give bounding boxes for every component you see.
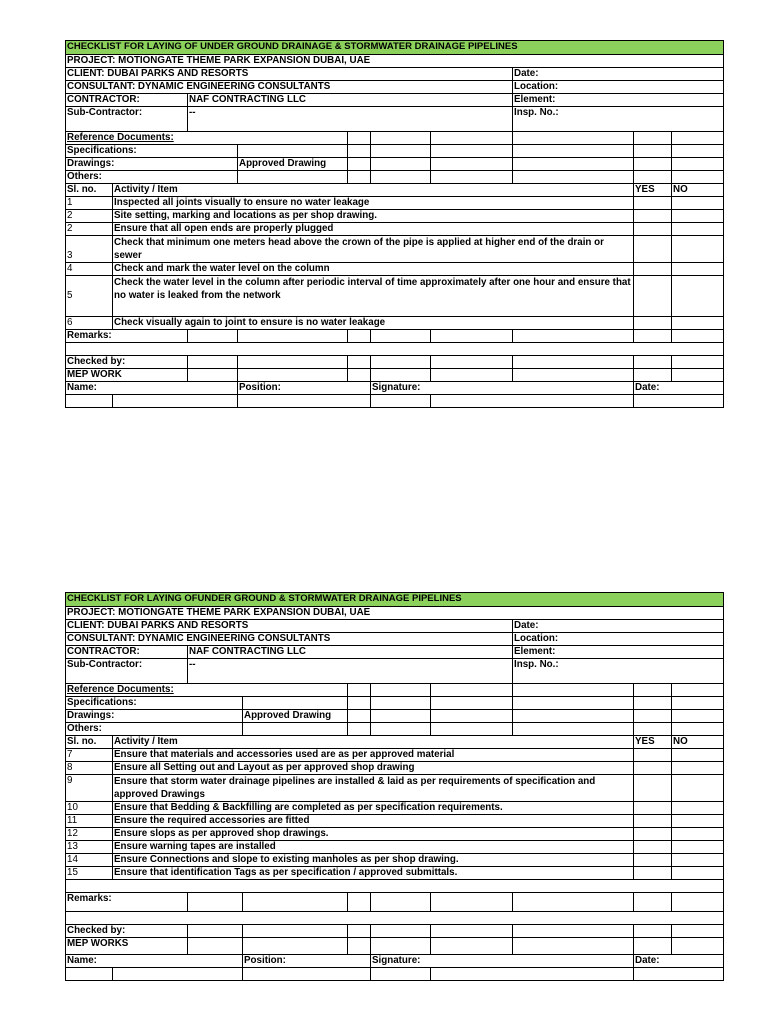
checked-by-label: Checked by: xyxy=(66,356,188,369)
client-label: CLIENT: DUBAI PARKS AND RESORTS xyxy=(66,620,513,633)
name-label: Name: xyxy=(66,955,243,968)
project-label: PROJECT: MOTIONGATE THEME PARK EXPANSION DUBAI, UAE xyxy=(66,607,724,620)
no-cell[interactable] xyxy=(672,867,724,880)
project-label: PROJECT: MOTIONGATE THEME PARK EXPANSION DUBAI, UAE xyxy=(66,55,724,68)
date-label: Date: xyxy=(513,68,724,81)
item-number: 8 xyxy=(66,762,113,775)
specifications-label: Specifications: xyxy=(66,697,243,710)
item-text: Ensure that identification Tags as per specification / approved submittals. xyxy=(113,867,634,880)
element-label: Element: xyxy=(513,94,724,107)
table-row xyxy=(66,236,724,263)
table-row xyxy=(66,210,724,223)
remarks-label: Remarks: xyxy=(66,330,188,343)
table-row xyxy=(66,317,724,330)
location-label: Location: xyxy=(513,81,724,94)
table-row xyxy=(66,197,724,210)
position-field[interactable] xyxy=(238,395,371,408)
col-no: NO xyxy=(672,184,724,197)
item-number: 10 xyxy=(66,802,113,815)
yes-cell[interactable] xyxy=(634,854,672,867)
yes-cell[interactable] xyxy=(634,276,672,317)
item-number: 13 xyxy=(66,841,113,854)
element-label: Element: xyxy=(513,646,724,659)
yes-cell[interactable] xyxy=(634,802,672,815)
insp-no-label: Insp. No.: xyxy=(513,107,724,132)
date-field[interactable] xyxy=(634,395,724,408)
no-cell[interactable] xyxy=(672,197,724,210)
col-activity: Activity / Item xyxy=(113,736,634,749)
checklist-sheet-2 xyxy=(65,592,723,981)
item-number: 9 xyxy=(66,775,113,802)
table-row xyxy=(66,775,724,802)
table-row xyxy=(66,276,724,317)
date-field[interactable] xyxy=(634,968,724,981)
consultant-label: CONSULTANT: DYNAMIC ENGINEERING CONSULTANTS xyxy=(66,633,513,646)
no-cell[interactable] xyxy=(672,815,724,828)
no-cell[interactable] xyxy=(672,263,724,276)
item-text: Check the water level in the column after periodic interval of time approximately after one hour and ensure that no water is leaked from the network xyxy=(113,276,634,317)
no-cell[interactable] xyxy=(672,762,724,775)
drawings-label: Drawings: xyxy=(66,710,243,723)
item-text: Ensure that storm water drainage pipelines are installed & laid as per requirements of specification and approved Drawings xyxy=(113,775,634,802)
yes-cell[interactable] xyxy=(634,828,672,841)
others-label: Others: xyxy=(66,171,238,184)
contractor-label: CONTRACTOR: xyxy=(66,94,188,107)
no-cell[interactable] xyxy=(672,236,724,263)
signature-label: Signature: xyxy=(371,382,634,395)
item-text: Ensure warning tapes are installed xyxy=(113,841,634,854)
checklist-table xyxy=(65,40,724,408)
signature-field[interactable] xyxy=(431,395,634,408)
item-text: Check and mark the water level on the column xyxy=(113,263,634,276)
no-cell[interactable] xyxy=(672,210,724,223)
yes-cell[interactable] xyxy=(634,775,672,802)
remarks-label: Remarks: xyxy=(66,893,188,912)
no-cell[interactable] xyxy=(672,802,724,815)
table-row xyxy=(66,815,724,828)
item-text: Ensure that all open ends are properly plugged xyxy=(113,223,634,236)
item-number: 2 xyxy=(66,223,113,236)
item-text: Check that minimum one meters head above the crown of the pipe is applied at higher end of the drain or sewer xyxy=(113,236,634,263)
position-label: Position: xyxy=(243,955,371,968)
item-number: 4 xyxy=(66,263,113,276)
date-label: Date: xyxy=(513,620,724,633)
no-cell[interactable] xyxy=(672,854,724,867)
contractor-value: NAF CONTRACTING LLC xyxy=(188,646,513,659)
subcontractor-label: Sub-Contractor: xyxy=(66,659,188,684)
signature-field[interactable] xyxy=(431,968,634,981)
date-footer-label: Date: xyxy=(634,955,724,968)
name-field[interactable] xyxy=(113,395,238,408)
checklist-title: CHECKLIST FOR LAYING OF UNDER GROUND DRAINAGE & STORMWATER DRAINAGE PIPELINES xyxy=(66,41,724,55)
date-footer-label: Date: xyxy=(634,382,724,395)
yes-cell[interactable] xyxy=(634,263,672,276)
item-number: 5 xyxy=(66,276,113,317)
no-cell[interactable] xyxy=(672,841,724,854)
name-label: Name: xyxy=(66,382,238,395)
location-label: Location: xyxy=(513,633,724,646)
drawings-label: Drawings: xyxy=(66,158,238,171)
table-row xyxy=(66,223,724,236)
no-cell[interactable] xyxy=(672,775,724,802)
signature-label: Signature: xyxy=(371,955,634,968)
col-yes: YES xyxy=(634,736,672,749)
item-text: Ensure slops as per approved shop drawings. xyxy=(113,828,634,841)
yes-cell[interactable] xyxy=(634,841,672,854)
item-number: 1 xyxy=(66,197,113,210)
others-label: Others: xyxy=(66,723,243,736)
client-label: CLIENT: DUBAI PARKS AND RESORTS xyxy=(66,68,513,81)
item-text: Site setting, marking and locations as per shop drawing. xyxy=(113,210,634,223)
item-text: Ensure the required accessories are fitted xyxy=(113,815,634,828)
position-label: Position: xyxy=(238,382,371,395)
item-text: Check visually again to joint to ensure is no water leakage xyxy=(113,317,634,330)
table-row xyxy=(66,841,724,854)
item-text: Inspected all joints visually to ensure no water leakage xyxy=(113,197,634,210)
table-row xyxy=(66,263,724,276)
table-row xyxy=(66,854,724,867)
subcontractor-value: -- xyxy=(188,659,513,684)
name-field[interactable] xyxy=(113,968,243,981)
insp-no-label: Insp. No.: xyxy=(513,659,724,684)
table-row xyxy=(66,749,724,762)
no-cell[interactable] xyxy=(672,276,724,317)
item-number: 12 xyxy=(66,828,113,841)
position-field[interactable] xyxy=(243,968,371,981)
col-activity: Activity / Item xyxy=(113,184,634,197)
col-yes: YES xyxy=(634,184,672,197)
reference-documents-label: Reference Documents: xyxy=(66,132,348,145)
checklist-sheet-1 xyxy=(65,40,723,408)
contractor-value: NAF CONTRACTING LLC xyxy=(188,94,513,107)
approved-drawing-label: Approved Drawing xyxy=(238,158,348,171)
yes-cell[interactable] xyxy=(634,223,672,236)
yes-cell[interactable] xyxy=(634,762,672,775)
yes-cell[interactable] xyxy=(634,210,672,223)
item-text: Ensure that Bedding & Backfilling are completed as per specification requirements. xyxy=(113,802,634,815)
item-number: 2 xyxy=(66,210,113,223)
specifications-label: Specifications: xyxy=(66,145,238,158)
consultant-label: CONSULTANT: DYNAMIC ENGINEERING CONSULTANTS xyxy=(66,81,513,94)
table-row xyxy=(66,762,724,775)
yes-cell[interactable] xyxy=(634,749,672,762)
yes-cell[interactable] xyxy=(634,236,672,263)
mep-work-label: MEP WORKS xyxy=(66,938,188,955)
no-cell[interactable] xyxy=(672,749,724,762)
yes-cell[interactable] xyxy=(634,197,672,210)
approved-drawing-label: Approved Drawing xyxy=(243,710,348,723)
item-number: 15 xyxy=(66,867,113,880)
checklist-title: CHECKLIST FOR LAYING OFUNDER GROUND & STORMWATER DRAINAGE PIPELINES xyxy=(66,593,724,607)
col-no: NO xyxy=(672,736,724,749)
item-text: Ensure that materials and accessories used are as per approved material xyxy=(113,749,634,762)
reference-documents-label: Reference Documents: xyxy=(66,684,348,697)
no-cell[interactable] xyxy=(672,223,724,236)
item-number: 7 xyxy=(66,749,113,762)
table-row xyxy=(66,802,724,815)
subcontractor-label: Sub-Contractor: xyxy=(66,107,188,132)
checklist-table xyxy=(65,592,724,981)
yes-cell[interactable] xyxy=(634,867,672,880)
subcontractor-value: -- xyxy=(188,107,513,132)
no-cell[interactable] xyxy=(672,317,724,330)
item-number: 11 xyxy=(66,815,113,828)
table-row xyxy=(66,867,724,880)
item-number: 6 xyxy=(66,317,113,330)
contractor-label: CONTRACTOR: xyxy=(66,646,188,659)
item-text: Ensure Connections and slope to existing manholes as per shop drawing. xyxy=(113,854,634,867)
col-sl-no: Sl. no. xyxy=(66,736,113,749)
checked-by-label: Checked by: xyxy=(66,925,188,938)
item-text: Ensure all Setting out and Layout as per approved shop drawing xyxy=(113,762,634,775)
table-row xyxy=(66,828,724,841)
yes-cell[interactable] xyxy=(634,815,672,828)
no-cell[interactable] xyxy=(672,828,724,841)
mep-work-label: MEP WORK xyxy=(66,369,188,382)
item-number: 3 xyxy=(66,236,113,263)
yes-cell[interactable] xyxy=(634,317,672,330)
col-sl-no: Sl. no. xyxy=(66,184,113,197)
item-number: 14 xyxy=(66,854,113,867)
